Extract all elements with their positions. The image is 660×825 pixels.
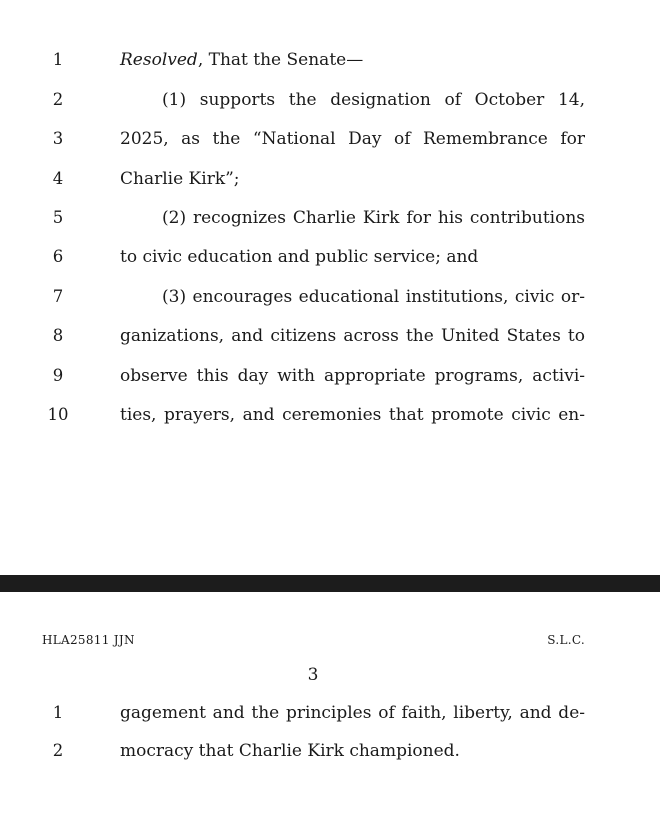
- line-number: 8: [52, 326, 64, 345]
- page-number: 3: [307, 665, 319, 685]
- line-number: 4: [52, 169, 64, 188]
- line-text: (3) encourages educational institutions, civic or-: [162, 287, 585, 307]
- line-text: [120, 48, 585, 72]
- resolved-rest: , That the Senate—: [197, 50, 364, 70]
- line-number: 1: [52, 50, 64, 69]
- line-number: 5: [52, 208, 64, 227]
- bill-line: [0, 739, 660, 763]
- line-text: gagement and the principles of faith, liberty, and de-: [120, 703, 585, 723]
- bill-line: [0, 285, 660, 309]
- bill-line: [0, 167, 660, 191]
- line-number: 2: [52, 741, 64, 760]
- line-number: 3: [52, 129, 64, 148]
- line-number: 10: [47, 405, 69, 424]
- bill-line: [0, 403, 660, 427]
- bill-line: [0, 364, 660, 388]
- line-number: 1: [52, 703, 64, 722]
- bill-line: [0, 88, 660, 112]
- bill-line: [0, 127, 660, 151]
- line-text: (2) recognizes Charlie Kirk for his contributions: [162, 208, 585, 228]
- line-number: 2: [52, 90, 64, 109]
- document-id: HLA25811 JJN: [42, 633, 135, 647]
- line-text: 2025, as the “National Day of Remembrance for: [120, 129, 585, 149]
- line-number: 6: [52, 247, 64, 266]
- bill-line: [0, 245, 660, 269]
- line-text: ties, prayers, and ceremonies that promote civic en-: [120, 405, 585, 425]
- bill-line: [0, 701, 660, 725]
- bill-line: [0, 206, 660, 230]
- bill-line: [0, 48, 660, 72]
- line-text: mocracy that Charlie Kirk championed.: [120, 741, 460, 761]
- line-text: (1) supports the designation of October 14,: [162, 90, 585, 110]
- line-text: Charlie Kirk”;: [120, 169, 240, 189]
- line-number: 9: [52, 366, 64, 385]
- line-text: observe this day with appropriate programs, activi-: [120, 366, 585, 386]
- bill-line: [0, 324, 660, 348]
- slc-marker: S.L.C.: [547, 633, 585, 647]
- line-text: to civic education and public service; and: [120, 247, 479, 267]
- resolved-word: Resolved: [120, 50, 198, 70]
- line-text: ganizations, and citizens across the United States to: [120, 326, 585, 346]
- line-number: 7: [52, 287, 64, 306]
- page-separator: [0, 575, 660, 592]
